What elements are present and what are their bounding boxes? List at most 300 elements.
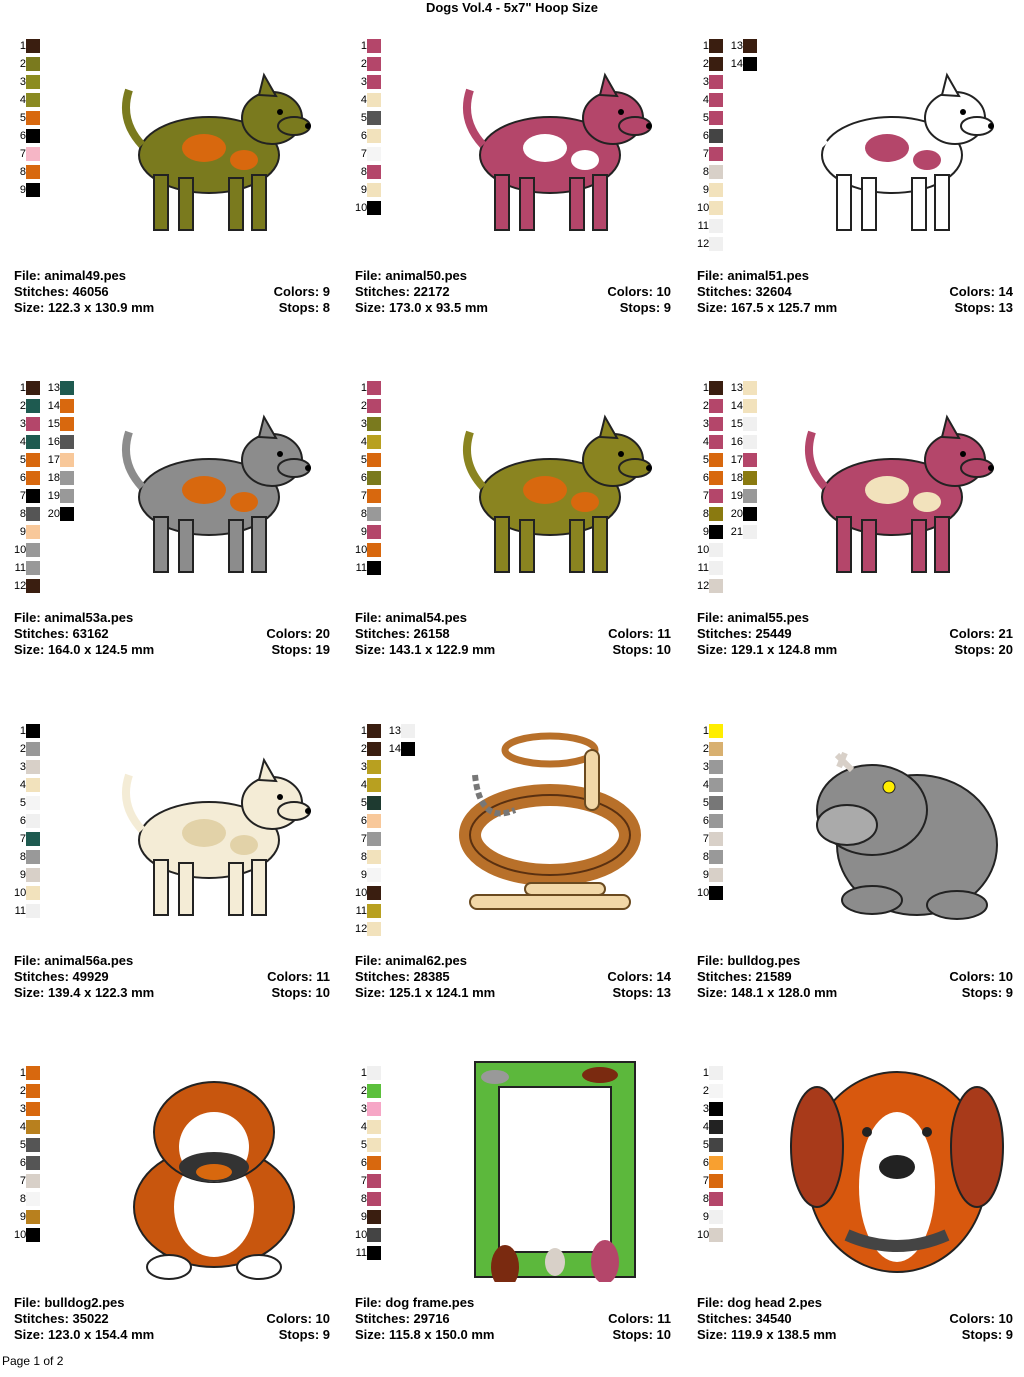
thread-color-item [697, 813, 723, 829]
thread-number: 10 [697, 202, 710, 214]
design-info [697, 953, 1013, 1001]
design-size: Size: 148.1 x 128.0 mm [697, 985, 838, 1000]
thread-color-item [14, 416, 40, 432]
thread-number: 12 [697, 238, 710, 250]
thread-color-item [697, 128, 723, 144]
thread-color-swatch [367, 489, 381, 503]
thread-color-swatch [367, 796, 381, 810]
thread-number: 10 [355, 1229, 368, 1241]
thread-color-swatch [367, 129, 381, 143]
thread-color-swatch [26, 561, 40, 575]
thread-color-swatch [709, 832, 723, 846]
thread-number: 3 [360, 1103, 367, 1115]
thread-color-item [46, 452, 74, 468]
design-info [697, 1295, 1013, 1343]
thread-color-swatch [26, 57, 40, 71]
thread-number: 7 [19, 148, 26, 160]
thread-color-item [355, 1119, 381, 1135]
thread-color-item [697, 56, 723, 72]
thread-color-item [729, 38, 757, 54]
thread-color-item [14, 92, 40, 108]
thread-number: 9 [360, 869, 367, 881]
thread-number: 4 [702, 436, 709, 448]
thread-color-swatch [709, 381, 723, 395]
thread-color-item [14, 885, 40, 901]
thread-number: 1 [702, 725, 709, 737]
thread-color-item [355, 506, 381, 522]
thread-number: 6 [702, 130, 709, 142]
thread-color-item [355, 416, 381, 432]
thread-color-item [14, 578, 40, 594]
thread-number: 9 [19, 526, 26, 538]
thread-color-swatch [743, 471, 757, 485]
thread-number: 8 [702, 508, 709, 520]
thread-color-item [697, 92, 723, 108]
design-card [14, 695, 344, 1035]
thread-color-item [729, 506, 757, 522]
thread-color-item [697, 488, 723, 504]
thread-number: 8 [360, 166, 367, 178]
thread-color-swatch [367, 814, 381, 828]
thread-number: 14 [388, 743, 401, 755]
thread-color-item [14, 164, 40, 180]
file-name: File: animal53a.pes [14, 610, 134, 625]
thread-color-item [355, 560, 381, 576]
thread-color-swatch [26, 1228, 40, 1242]
file-name: File: animal50.pes [355, 268, 467, 283]
design-size: Size: 167.5 x 125.7 mm [697, 300, 838, 315]
thread-color-item [14, 1065, 40, 1081]
thread-color-swatch [709, 183, 723, 197]
thread-color-item [697, 416, 723, 432]
thread-number: 14 [730, 58, 743, 70]
thread-color-item [14, 741, 40, 757]
thread-color-swatch [26, 39, 40, 53]
thread-color-swatch [26, 525, 40, 539]
thread-color-swatch [709, 760, 723, 774]
stop-count: Stops: 8 [278, 300, 330, 315]
thread-color-item [14, 849, 40, 865]
thread-color-item [14, 1083, 40, 1099]
file-name: File: dog head 2.pes [697, 1295, 822, 1310]
thread-number: 8 [19, 851, 26, 863]
thread-color-item [355, 741, 381, 757]
thread-number: 6 [360, 130, 367, 142]
thread-number: 5 [360, 797, 367, 809]
thread-color-item [697, 74, 723, 90]
thread-color-swatch [26, 129, 40, 143]
thread-color-list [355, 1065, 425, 1295]
thread-color-swatch [26, 75, 40, 89]
thread-number: 3 [360, 76, 367, 88]
thread-color-swatch [743, 381, 757, 395]
thread-color-swatch [709, 1066, 723, 1080]
thread-number: 10 [355, 544, 368, 556]
thread-number: 3 [702, 76, 709, 88]
stop-count: Stops: 19 [271, 642, 330, 657]
thread-color-swatch [26, 832, 40, 846]
embroidery-design-image [777, 30, 1017, 255]
thread-color-swatch [26, 435, 40, 449]
thread-number: 14 [47, 400, 60, 412]
thread-color-swatch [709, 742, 723, 756]
thread-number: 13 [47, 382, 60, 394]
design-card [14, 1037, 344, 1377]
thread-color-swatch [709, 1228, 723, 1242]
thread-number: 10 [14, 887, 27, 899]
thread-number: 4 [702, 1121, 709, 1133]
thread-color-swatch [367, 778, 381, 792]
thread-number: 4 [19, 779, 26, 791]
thread-color-item [355, 795, 381, 811]
design-size: Size: 122.3 x 130.9 mm [14, 300, 155, 315]
thread-color-list [355, 38, 425, 268]
thread-color-item [697, 1173, 723, 1189]
thread-color-swatch [709, 165, 723, 179]
design-card [14, 352, 344, 692]
thread-color-item [729, 524, 757, 540]
design-size: Size: 143.1 x 122.9 mm [355, 642, 496, 657]
thread-color-swatch [709, 1138, 723, 1152]
thread-number: 11 [355, 562, 367, 574]
thread-color-swatch [709, 1156, 723, 1170]
thread-number: 1 [360, 725, 367, 737]
thread-color-item [14, 542, 40, 558]
thread-color-item [14, 903, 40, 919]
thread-color-item [46, 470, 74, 486]
thread-number: 11 [14, 905, 26, 917]
thread-color-item [14, 1155, 40, 1171]
thread-color-item [697, 759, 723, 775]
thread-color-list [14, 1065, 84, 1295]
thread-color-item [14, 470, 40, 486]
thread-color-swatch [26, 1210, 40, 1224]
thread-color-item [14, 74, 40, 90]
thread-number: 8 [19, 1193, 26, 1205]
thread-color-item [355, 1101, 381, 1117]
design-info [697, 268, 1013, 316]
thread-color-swatch [743, 525, 757, 539]
design-info [355, 610, 671, 658]
thread-color-swatch [26, 886, 40, 900]
stop-count: Stops: 13 [612, 985, 671, 1000]
thread-color-swatch [367, 399, 381, 413]
thread-number: 8 [360, 508, 367, 520]
thread-color-swatch [709, 471, 723, 485]
thread-color-swatch [26, 489, 40, 503]
thread-number: 9 [360, 526, 367, 538]
stitch-count: Stitches: 28385 [355, 969, 450, 984]
thread-color-swatch [709, 1120, 723, 1134]
thread-color-item [14, 398, 40, 414]
thread-color-swatch [709, 1174, 723, 1188]
thread-color-swatch [709, 868, 723, 882]
stitch-count: Stitches: 32604 [697, 284, 792, 299]
thread-number: 4 [360, 779, 367, 791]
thread-color-swatch [709, 435, 723, 449]
thread-number: 2 [19, 58, 26, 70]
thread-number: 8 [360, 1193, 367, 1205]
thread-color-swatch [743, 417, 757, 431]
thread-color-item [14, 1209, 40, 1225]
design-card [697, 10, 1024, 350]
design-size: Size: 115.8 x 150.0 mm [355, 1327, 495, 1342]
thread-color-item [14, 795, 40, 811]
thread-color-swatch [367, 886, 381, 900]
thread-number: 3 [702, 761, 709, 773]
thread-number: 2 [360, 400, 367, 412]
thread-color-item [355, 1245, 381, 1261]
thread-color-swatch [26, 399, 40, 413]
thread-number: 11 [697, 220, 709, 232]
thread-color-swatch [709, 778, 723, 792]
thread-number: 12 [697, 580, 710, 592]
thread-color-swatch [709, 561, 723, 575]
thread-number: 17 [47, 454, 60, 466]
thread-color-swatch [26, 417, 40, 431]
embroidery-design-image [94, 30, 334, 255]
thread-color-item [355, 38, 381, 54]
thread-color-swatch [26, 904, 40, 918]
thread-color-item [697, 236, 723, 252]
thread-number: 5 [19, 1139, 26, 1151]
thread-number: 1 [19, 725, 26, 737]
thread-number: 10 [14, 544, 27, 556]
thread-number: 9 [19, 869, 26, 881]
thread-color-item [729, 452, 757, 468]
thread-color-item [14, 813, 40, 829]
design-card [14, 10, 344, 350]
thread-color-item [14, 867, 40, 883]
thread-color-swatch [743, 435, 757, 449]
thread-color-swatch [401, 724, 415, 738]
stop-count: Stops: 10 [612, 1327, 671, 1342]
thread-color-swatch [60, 417, 74, 431]
design-card [355, 695, 685, 1035]
embroidery-design-image [435, 1057, 675, 1282]
thread-color-item [355, 867, 381, 883]
thread-number: 2 [702, 1085, 709, 1097]
thread-number: 2 [360, 58, 367, 70]
thread-color-swatch [60, 471, 74, 485]
thread-number: 11 [355, 1247, 367, 1259]
thread-color-swatch [367, 1174, 381, 1188]
stitch-count: Stitches: 25449 [697, 626, 792, 641]
thread-number: 5 [360, 1139, 367, 1151]
embroidery-design-image [777, 372, 1017, 597]
thread-number: 4 [360, 436, 367, 448]
thread-number: 12 [14, 580, 27, 592]
thread-number: 10 [697, 1229, 710, 1241]
thread-color-item [729, 488, 757, 504]
thread-color-swatch [709, 399, 723, 413]
embroidery-design-image [94, 1057, 334, 1282]
thread-number: 13 [730, 382, 743, 394]
thread-color-swatch [367, 93, 381, 107]
thread-color-swatch [26, 471, 40, 485]
thread-color-item [355, 182, 381, 198]
thread-color-item [355, 885, 381, 901]
thread-color-item [697, 506, 723, 522]
embroidery-design-image [435, 715, 675, 940]
thread-number: 7 [19, 833, 26, 845]
stitch-count: Stitches: 46056 [14, 284, 109, 299]
thread-number: 1 [360, 1067, 367, 1079]
thread-color-swatch [26, 111, 40, 125]
thread-number: 6 [19, 130, 26, 142]
file-name: File: animal55.pes [697, 610, 809, 625]
thread-color-swatch [743, 507, 757, 521]
file-name: File: bulldog.pes [697, 953, 801, 968]
thread-color-item [697, 398, 723, 414]
thread-color-item [697, 38, 723, 54]
stitch-count: Stitches: 63162 [14, 626, 109, 641]
thread-color-item [697, 434, 723, 450]
thread-number: 1 [702, 40, 709, 52]
thread-color-item [355, 1191, 381, 1207]
thread-color-swatch [367, 201, 381, 215]
thread-color-item [355, 1137, 381, 1153]
thread-color-swatch [60, 489, 74, 503]
thread-number: 15 [730, 418, 743, 430]
thread-color-swatch [26, 1084, 40, 1098]
design-info [14, 610, 330, 658]
thread-color-item [14, 506, 40, 522]
thread-color-item [46, 380, 74, 396]
stop-count: Stops: 20 [954, 642, 1013, 657]
thread-color-item [697, 1209, 723, 1225]
stop-count: Stops: 9 [619, 300, 671, 315]
thread-number: 5 [702, 797, 709, 809]
thread-color-item [697, 164, 723, 180]
thread-color-item [14, 1191, 40, 1207]
thread-number: 18 [730, 472, 743, 484]
thread-color-item [729, 416, 757, 432]
thread-color-swatch [367, 1120, 381, 1134]
thread-color-swatch [367, 1138, 381, 1152]
thread-number: 9 [702, 1211, 709, 1223]
thread-color-swatch [26, 93, 40, 107]
thread-color-swatch [26, 1156, 40, 1170]
thread-color-swatch [709, 1084, 723, 1098]
file-name: File: animal51.pes [697, 268, 809, 283]
thread-color-item [14, 1101, 40, 1117]
thread-number: 2 [702, 58, 709, 70]
thread-color-swatch [743, 399, 757, 413]
embroidery-design-image [435, 30, 675, 255]
stitch-count: Stitches: 49929 [14, 969, 109, 984]
thread-color-swatch [26, 1120, 40, 1134]
thread-number: 7 [360, 490, 367, 502]
thread-color-item [355, 1083, 381, 1099]
color-count: Colors: 11 [608, 1311, 671, 1326]
thread-number: 14 [730, 400, 743, 412]
thread-color-item [697, 542, 723, 558]
thread-color-swatch [367, 1192, 381, 1206]
thread-color-swatch [709, 525, 723, 539]
thread-color-item [729, 380, 757, 396]
thread-number: 6 [19, 472, 26, 484]
thread-color-swatch [367, 1210, 381, 1224]
thread-color-item [697, 867, 723, 883]
thread-color-item [355, 56, 381, 72]
thread-color-item [46, 506, 74, 522]
thread-color-item [697, 831, 723, 847]
thread-color-item [355, 723, 381, 739]
thread-color-item [14, 1227, 40, 1243]
thread-color-item [14, 434, 40, 450]
thread-color-swatch [26, 453, 40, 467]
thread-number: 2 [19, 1085, 26, 1097]
thread-number: 5 [702, 112, 709, 124]
thread-number: 1 [702, 1067, 709, 1079]
thread-color-item [355, 524, 381, 540]
thread-number: 4 [702, 94, 709, 106]
thread-color-item [355, 470, 381, 486]
thread-color-swatch [367, 75, 381, 89]
thread-color-swatch [709, 147, 723, 161]
thread-color-item [355, 164, 381, 180]
thread-color-item [46, 434, 74, 450]
thread-color-swatch [26, 1066, 40, 1080]
stitch-count: Stitches: 26158 [355, 626, 450, 641]
thread-color-item [697, 560, 723, 576]
thread-color-item [14, 452, 40, 468]
thread-color-item [697, 380, 723, 396]
color-count: Colors: 10 [949, 969, 1013, 984]
thread-number: 4 [19, 1121, 26, 1133]
thread-number: 8 [702, 851, 709, 863]
thread-color-item [697, 452, 723, 468]
thread-color-swatch [60, 381, 74, 395]
color-count: Colors: 20 [266, 626, 330, 641]
thread-number: 5 [19, 112, 26, 124]
design-size: Size: 119.9 x 138.5 mm [697, 1327, 837, 1342]
color-count: Colors: 10 [266, 1311, 330, 1326]
design-card [697, 695, 1024, 1035]
thread-color-list [697, 1065, 767, 1295]
design-size: Size: 129.1 x 124.8 mm [697, 642, 838, 657]
thread-color-swatch [367, 904, 381, 918]
thread-color-swatch [367, 183, 381, 197]
thread-color-list [14, 723, 84, 953]
thread-number: 9 [702, 869, 709, 881]
thread-color-item [14, 56, 40, 72]
thread-number: 6 [19, 1157, 26, 1169]
thread-number: 9 [360, 184, 367, 196]
thread-number: 3 [702, 418, 709, 430]
thread-number: 5 [360, 112, 367, 124]
thread-color-swatch [401, 742, 415, 756]
thread-number: 3 [19, 1103, 26, 1115]
thread-number: 10 [14, 1229, 27, 1241]
thread-color-item [697, 723, 723, 739]
thread-color-swatch [709, 886, 723, 900]
thread-color-item [355, 1173, 381, 1189]
thread-color-item [697, 524, 723, 540]
thread-color-swatch [60, 453, 74, 467]
thread-color-item [14, 759, 40, 775]
thread-color-item [387, 741, 415, 757]
embroidery-design-image [777, 715, 1017, 940]
thread-number: 11 [697, 562, 709, 574]
design-info [355, 1295, 671, 1343]
thread-number: 6 [702, 472, 709, 484]
thread-color-swatch [709, 417, 723, 431]
thread-number: 5 [702, 454, 709, 466]
thread-color-item [387, 723, 415, 739]
design-card [355, 10, 685, 350]
